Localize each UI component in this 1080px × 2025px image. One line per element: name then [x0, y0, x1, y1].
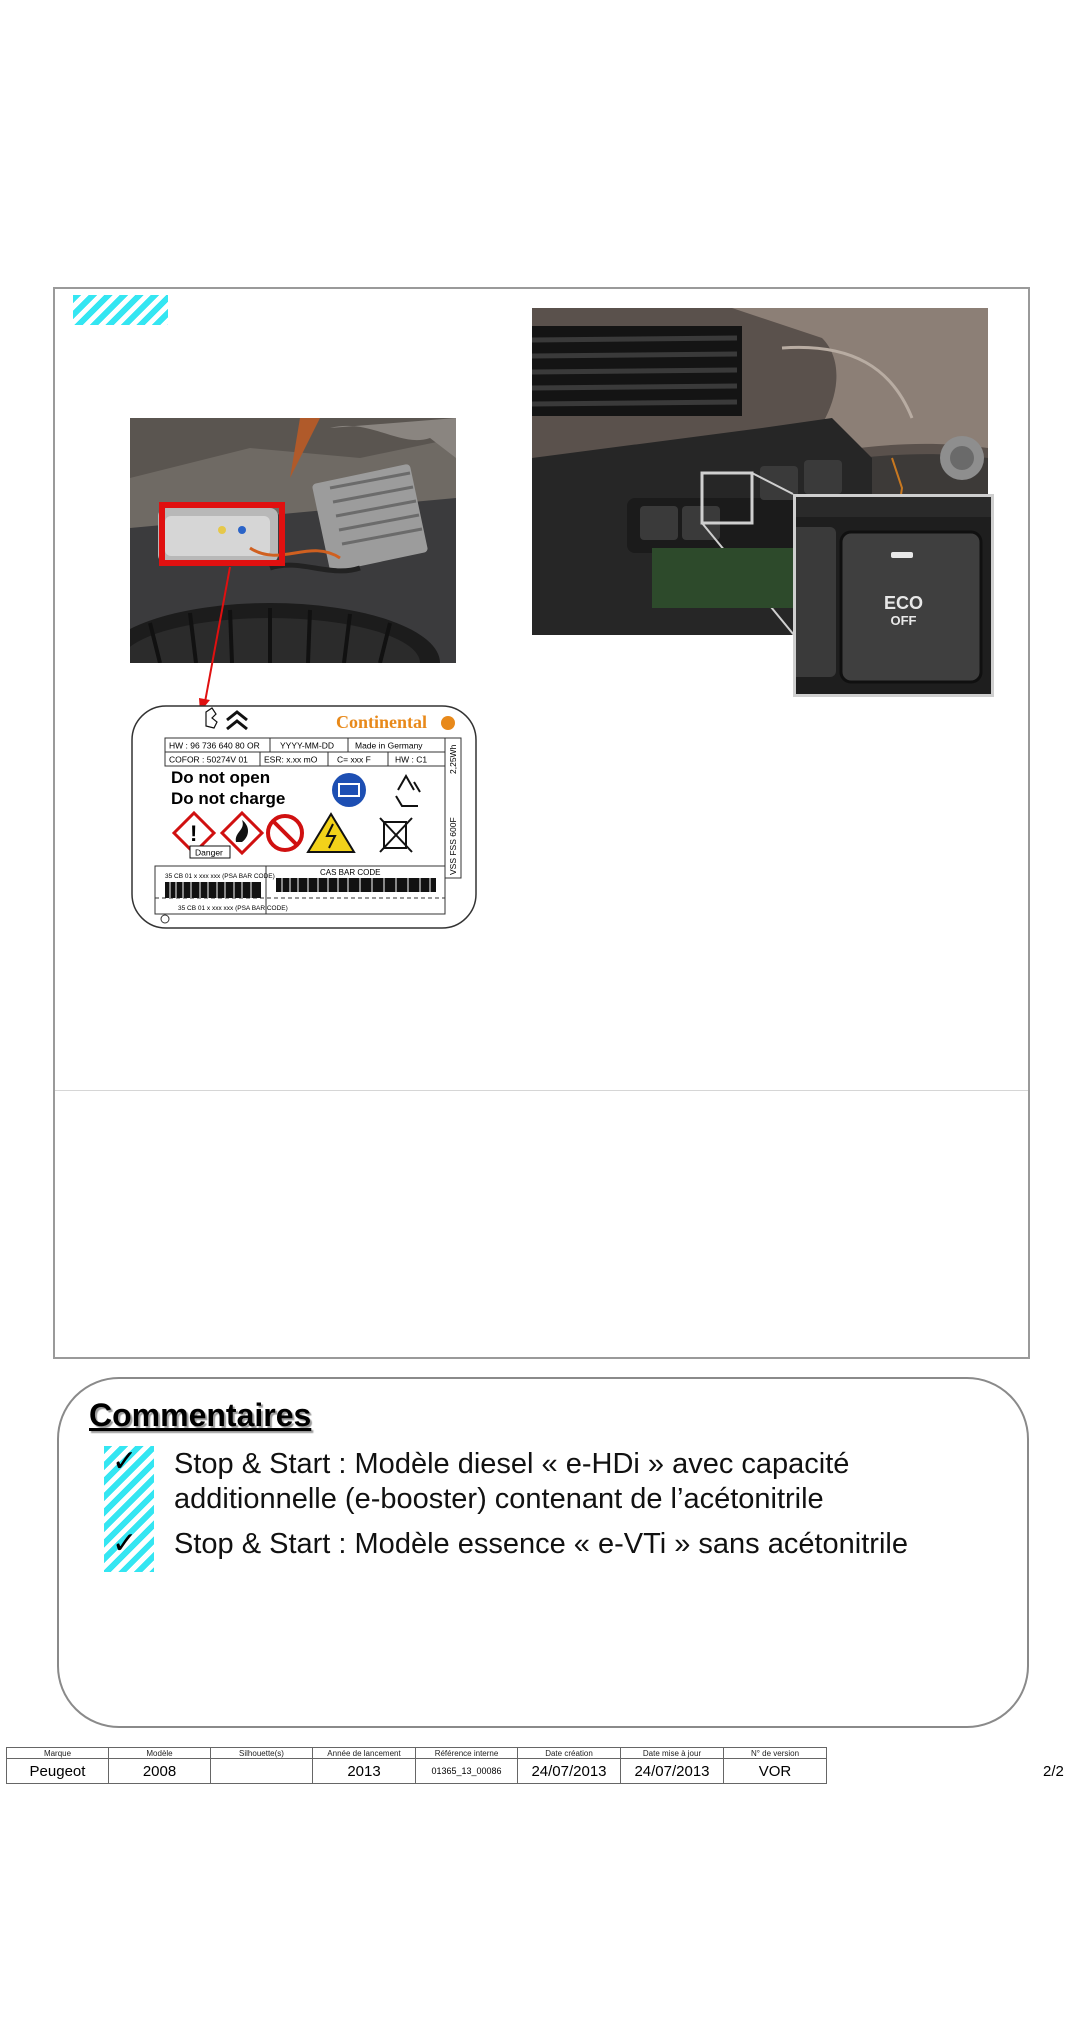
value-silhouettes: [211, 1759, 313, 1784]
eco-label-line1: ECO: [884, 593, 924, 613]
label-danger: Danger: [195, 847, 223, 858]
info-table-value-row: [7, 1759, 827, 1784]
page-number: 2/2: [1043, 1763, 1064, 1780]
label-made-in: Made in Germany: [355, 740, 423, 751]
supercapacitor-label-drawing: [130, 700, 480, 935]
psa-barcode-graphic: [165, 882, 261, 898]
continental-horse-icon: [441, 716, 455, 730]
read-manual-icon: [332, 773, 366, 807]
document-info-table: [6, 1747, 827, 1784]
label-cofor: COFOR : 50274V 01: [169, 754, 248, 765]
label-brand: Continental: [336, 712, 428, 732]
cas-barcode-graphic: [276, 878, 436, 892]
label-hw-ref: HW : 96 736 640 80 OR: [169, 740, 260, 751]
comment-item: Stop & Start : Modèle diesel « e-HDi » avec capacité additionnelle (e-booster) contenant de l’acétonitrile: [174, 1448, 850, 1515]
label-cas-barcode: CAS BAR CODE: [320, 868, 381, 877]
header-modele: Modèle: [109, 1748, 211, 1759]
value-reference: 01365_13_00086: [416, 1759, 518, 1784]
checkmark-icon: ✓: [112, 1526, 138, 1561]
label-esr: ESR: x.xx mO: [264, 754, 318, 765]
header-annee: Année de lancement: [313, 1748, 416, 1759]
label-capacitance: C= xxx F: [337, 754, 371, 765]
comments-title: Commentaires: [89, 1397, 312, 1433]
header-silhouettes: Silhouette(s): [211, 1748, 313, 1759]
label-side-2: 2,25Wh: [448, 744, 458, 774]
header-date-creation: Date création: [518, 1748, 621, 1759]
value-date-maj: 24/07/2013: [621, 1759, 724, 1784]
comment-item: Stop & Start : Modèle essence « e-VTi » sans acétonitrile: [174, 1528, 908, 1560]
label-side-1: VSS FSS 600F: [448, 817, 458, 875]
eco-label-line2: OFF: [890, 613, 917, 628]
svg-text:!: !: [190, 821, 198, 846]
value-modele: 2008: [109, 1759, 211, 1784]
eco-off-button-zoom: [793, 494, 994, 697]
info-table-header-row: [7, 1748, 827, 1759]
label-barcode-1: 35 CB 01 x xxx xxx (PSA BAR CODE): [165, 873, 275, 880]
value-annee: 2013: [313, 1759, 416, 1784]
header-reference: Référence interne: [416, 1748, 518, 1759]
header-version: N° de version: [724, 1748, 827, 1759]
label-warning-1: Do not open: [171, 768, 271, 787]
label-date-code: YYYY-MM-DD: [280, 740, 334, 751]
value-marque: Peugeot: [7, 1759, 109, 1784]
value-date-creation: 24/07/2013: [518, 1759, 621, 1784]
value-version: VOR: [724, 1759, 827, 1784]
label-barcode-2: 35 CB 01 x xxx xxx (PSA BAR CODE): [178, 905, 288, 912]
eco-off-label: [884, 595, 923, 629]
header-date-maj: Date mise à jour: [621, 1748, 724, 1759]
label-warning-2: Do not charge: [171, 789, 286, 808]
header-marque: Marque: [7, 1748, 109, 1759]
label-hw-version: HW : C1: [395, 754, 428, 765]
checkmark-icon: ✓: [112, 1444, 138, 1479]
